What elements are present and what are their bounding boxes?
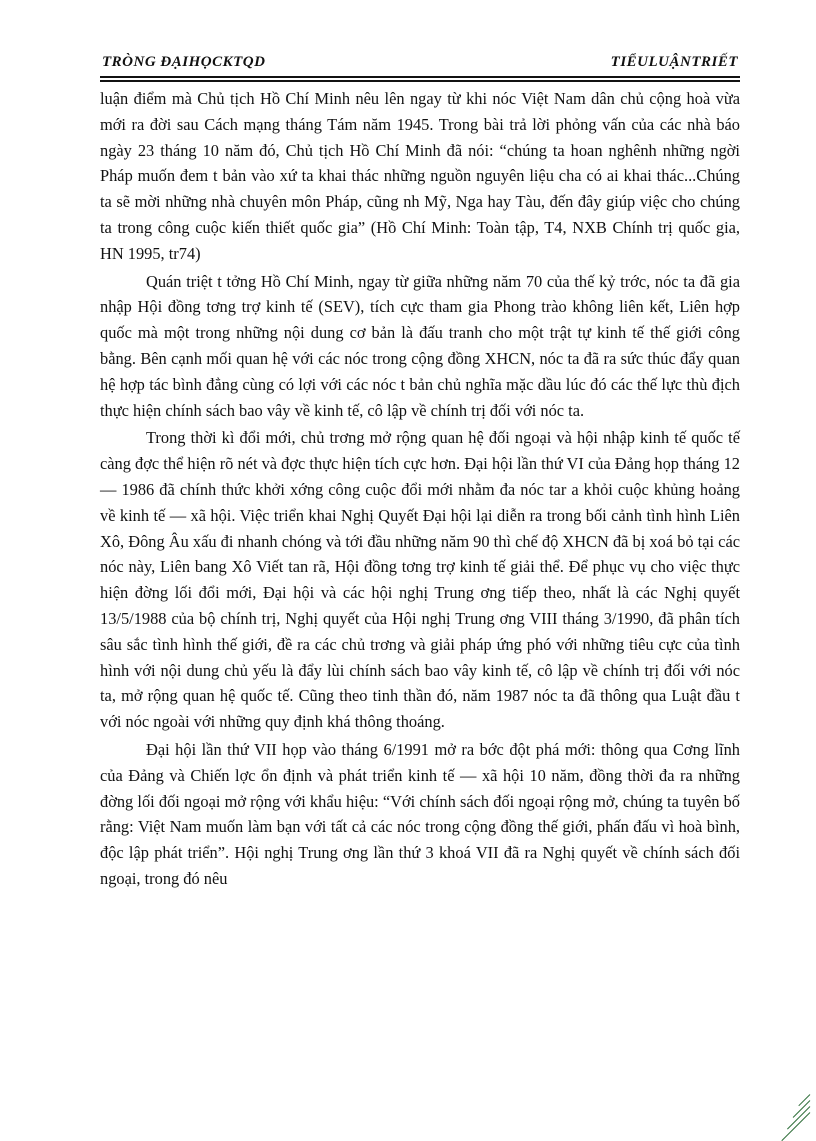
page-header [100,50,740,78]
header-school-name: TRÒNG ĐẠIHỌCKTQD [102,54,266,70]
header-document-title: TIỂULUẬNTRIẾT [610,54,738,70]
document-body [100,86,740,894]
paragraph-1: luận điểm mà Chủ tịch Hồ Chí Minh nêu lên ngay từ khi nóc Việt Nam dân chủ cộng hoà vừa mới ra đời sau Cách mạng tháng Tám năm 1945. Trong bài trả lời phỏng vấn của các nhà báo ngày 23 tháng 10 năm đó, Chủ tịch Hồ Chí Minh đã nói: “chúng ta hoan nghênh những ngời Pháp muốn đem t bản vào xứ ta khai thác những nguồn nguyên liệu cha có ai khai thác...Chúng ta sẽ mời những nhà chuyên môn Pháp, cũng nh Mỹ, Nga hay Tàu, đến đây giúp việc cho chúng ta trong công cuộc kiến thiết quốc gia” (Hồ Chí Minh: Toàn tập, T4, NXB Chính trị quốc gia, HN 1995, tr74) [100,89,740,263]
paragraph-2: Quán triệt t tởng Hồ Chí Minh, ngay từ giữa những năm 70 của thế kỷ trớc, nóc ta đã gia nhập Hội đồng tơng trợ kinh tế (SEV), tích cực tham gia Phong trào không liên kết, Liên hợp quốc mà một trong những nội dung cơ bản là đấu tranh cho một trật tự kinh tế thế giới công bằng. Bên cạnh mối quan hệ với các nóc trong cộng đồng XHCN, nóc ta đã ra sức thúc đẩy quan hệ hợp tác bình đẳng cùng có lợi với các nóc t bản chủ nghĩa mặc dầu lúc đó các thế lực thù địch thực hiện chính sách bao vây về kinh tế, cô lập về chính trị đối với nóc ta. [100,271,740,420]
header-rule-bottom [100,80,740,82]
corner-decoration-icon [764,1071,810,1117]
paragraph-4: Đại hội lần thứ VII họp vào tháng 6/1991 mở ra bớc đột phá mới: thông qua Cơng lĩnh của Đảng và Chiến lợc ổn định và phát triển kinh tế — xã hội 10 năm, đồng thời đa ra những đờng lối đối ngoại mở rộng với khẩu hiệu: “Với chính sách đối ngoại rộng mở, chúng ta tuyên bố rằng: Việt Nam muốn làm bạn với tất cả các nóc trong cộng đồng thế giới, phấn đấu vì hoà bình, độc lập phát triển”. Hội nghị Trung ơng lần thứ 3 khoá VII đã ra Nghị quyết về chính sách đối ngoại, trong đó nêu [100,739,740,888]
paragraph-3: Trong thời kì đổi mới, chủ trơng mở rộng quan hệ đối ngoại và hội nhập kinh tế quốc tế càng đợc thể hiện rõ nét và đợc thực hiện tích cực hơn. Đại hội lần thứ VI của Đảng họp tháng 12 — 1986 đã chính thức khởi xớng công cuộc đổi mới nhằm đa nóc tar a khỏi cuộc khủng hoảng về kinh tế — xã hội. Việc triển khai Nghị Quyết Đại hội lại diễn ra trong bối cảnh tình hình Liên Xô, Đông Âu xấu đi nhanh chóng và tới đầu những năm 90 thì chế độ XHCN đã bị xoá bỏ tại các nóc này, Liên bang Xô Viết tan rã, Hội đồng tơng trợ kinh tế giải thể. Để phục vụ cho việc thực hiện đờng lối đổi mới, Đại hội và các hội nghị Trung ơng tiếp theo, nhất là các Nghị quyết 13/5/1988 của bộ chính trị, Nghị quyết của Hội nghị Trung ơng VIII tháng 3/1990, đã phân tích sâu sắc tình hình thế giới, đề ra các chủ trơng và giải pháp ứng phó với những tiêu cực của tình hình với nội dung chủ yếu là đẩy lùi chính sách bao vây kinh tế, cô lập về chính trị đối với nóc ta, mở rộng quan hệ quốc tế. Cũng theo tinh thần đó, năm 1987 nóc ta đã thông qua Luật đầu t với nóc ngoài với những quy định khá thông thoáng. [100,428,740,732]
header-rule-top [100,76,740,78]
